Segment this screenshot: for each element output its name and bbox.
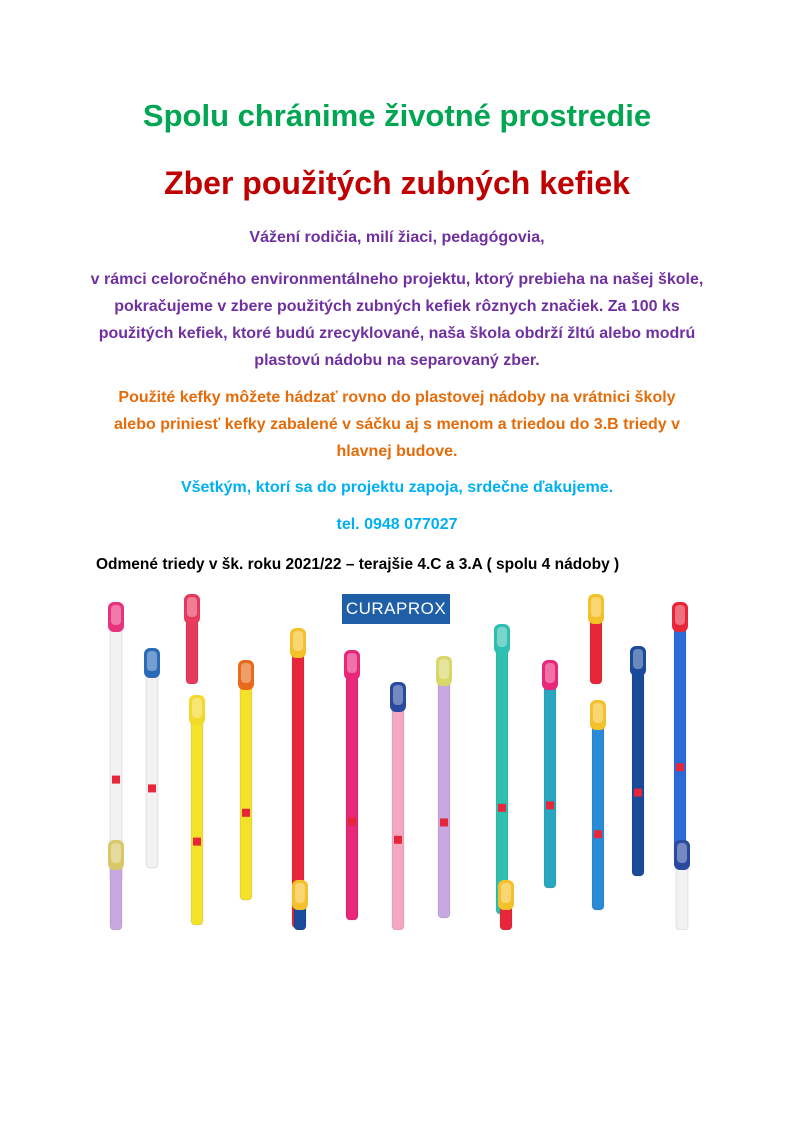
awarded-classes: Odmené triedy v šk. roku 2021/22 – terajšie 4.C a 3.A ( spolu 4 nádoby ) — [96, 556, 620, 573]
toothbrush — [436, 656, 452, 918]
project-paragraph: v rámci celoročného environmentálneho projektu, ktorý prebieha na našej škole, pokračujeme v zbere použitých zubných kefiek rôznych značiek. Za 100 ks použitých kefiek, ktoré budú zrecyklované, naša škola obdrží žltú alebo modrú plastovú nádobu na separovaný zber. — [90, 271, 704, 369]
toothbrush — [630, 646, 646, 876]
toothbrush — [189, 695, 205, 925]
toothbrush — [674, 840, 690, 930]
page-subtitle: Zber použitých zubných kefiek — [164, 165, 630, 201]
toothbrush — [494, 624, 510, 914]
toothbrush — [292, 880, 308, 930]
page-title: Spolu chránime životné prostredie — [142, 98, 652, 133]
toothbrush — [144, 648, 160, 868]
toothbrush — [108, 840, 124, 930]
toothbrushes-photo — [100, 590, 700, 930]
toothbrush — [498, 880, 514, 930]
curaprox-logo: CURAPROX — [342, 594, 450, 624]
toothbrush — [184, 594, 200, 684]
toothbrush — [344, 650, 360, 920]
phone-number: tel. 0948 077027 — [336, 516, 458, 533]
thanks-text: Všetkým, ktorí sa do projektu zapoja, srdečne ďakujeme. — [180, 479, 614, 496]
toothbrush — [238, 660, 254, 900]
greeting: Vážení rodičia, milí žiaci, pedagógovia, — [249, 229, 545, 246]
toothbrush — [672, 602, 688, 862]
toothbrush — [542, 660, 558, 888]
instructions-paragraph: Použité kefky môžete hádzať rovno do plastovej nádoby na vrátnici školy alebo priniesť kefky zabalené v sáčku aj s menom a triedou do 3.B triedy v hlavnej budove. — [113, 389, 681, 460]
toothbrush — [588, 594, 604, 684]
toothbrush — [590, 700, 606, 910]
toothbrush — [390, 682, 406, 930]
